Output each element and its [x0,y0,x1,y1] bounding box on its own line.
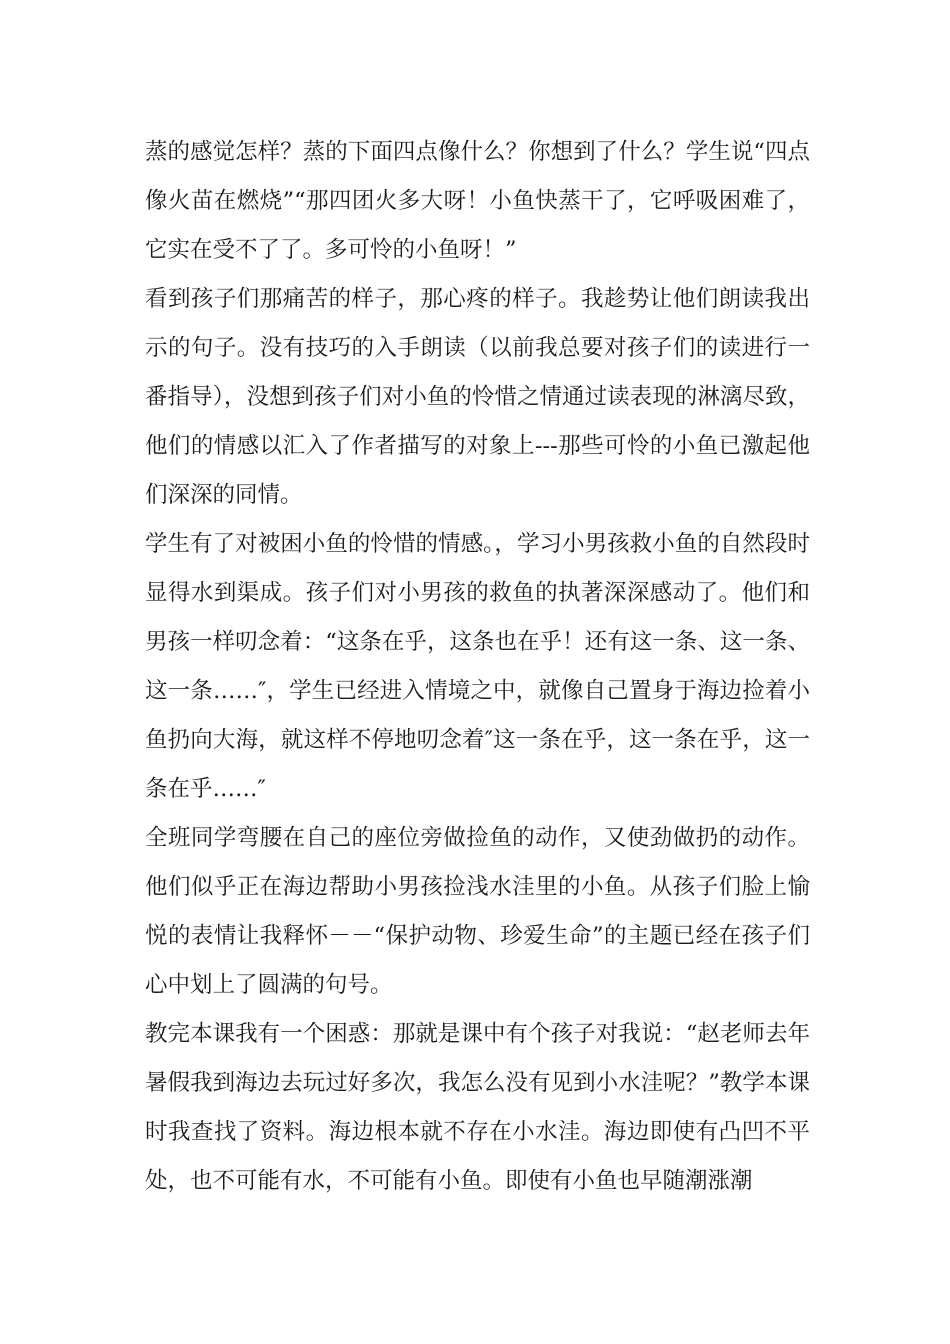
paragraph-5: 教完本课我有一个困惑：那就是课中有个孩子对我说：“赵老师去年暑假我到海边去玩过好多次，我怎么没有见到小水洼呢？”教学本课时我查找了资料。海边根本就不存在小水洼。海边即使有凸凹不平处，也不可能有水，不可能有小鱼。即使有小鱼也早随潮涨潮 [145,1021,810,1194]
paragraph-1: 蒸的感觉怎样？蒸的下面四点像什么？你想到了什么？学生说“四点像火苗在燃烧”“那四团火多大呀！小鱼快蒸干了，它呼吸困难了，它实在受不了了。多可怜的小鱼呀！” [145,139,810,263]
paragraph-2: 看到孩子们那痛苦的样子，那心疼的样子。我趁势让他们朗读我出示的句子。没有技巧的入手朗读（以前我总要对孩子们的读进行一番指导），没想到孩子们对小鱼的怜惜之情通过读表现的淋漓尽致，他们的情感以汇入了作者描写的对象上---那些可怜的小鱼已激起他们深深的同情。 [145,286,810,508]
paragraph-4: 全班同学弯腰在自己的座位旁做捡鱼的动作，又使劲做扔的动作。他们似乎正在海边帮助小男孩捡浅水洼里的小鱼。从孩子们脸上愉悦的表情让我释怀－－“保护动物、珍爱生命”的主题已经在孩子们心中划上了圆满的句号。 [145,825,810,998]
paragraph-3: 学生有了对被困小鱼的怜惜的情感。，学习小男孩救小鱼的自然段时显得水到渠成。孩子们对小男孩的救鱼的执著深深感动了。他们和男孩一样叨念着：“这条在乎，这条也在乎！还有这一条、这一条、这一条……″，学生已经进入情境之中，就像自己置身于海边捡着小鱼扔向大海，就这样不停地叨念着″这一条在乎，这一条在乎，这一条在乎……″ [145,531,810,802]
document-body [145,128,810,1206]
